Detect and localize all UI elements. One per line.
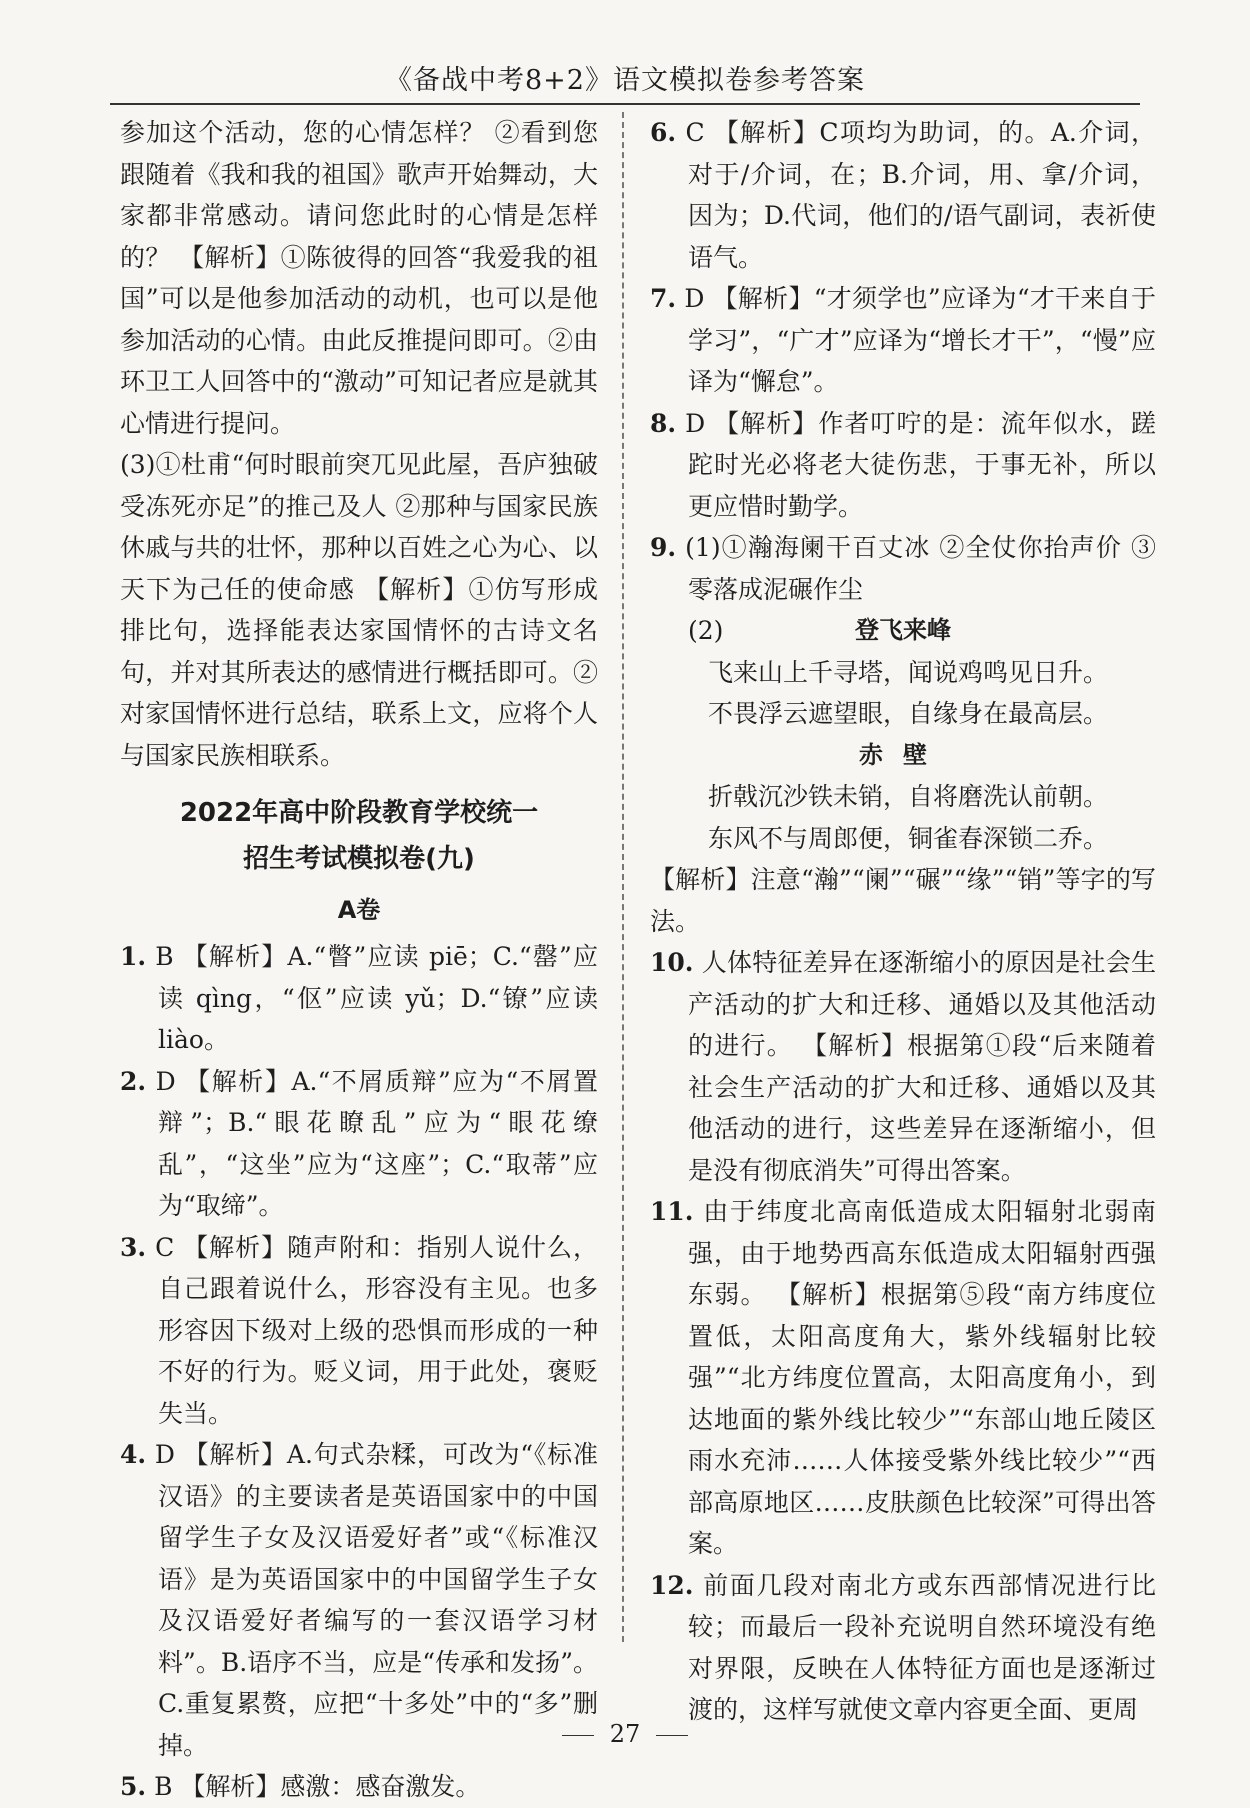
answer-item <box>650 527 1156 610</box>
item-text: B 【解析】感激：感奋激发。 <box>154 1772 481 1801</box>
item-text: 前面几段对南北方或东西部情况进行比较；而最后一段补充说明自然环境没有绝对界限，反映在人体特征方面也是逐渐过渡的，这样写就使文章内容更全面、更周 <box>688 1570 1156 1724</box>
right-column <box>650 112 1156 1731</box>
poem2-line: 东风不与周郎便，铜雀春深锁二乔。 <box>708 823 1109 853</box>
poem1-title: 登飞来峰 <box>855 616 951 644</box>
intro-paragraph: 参加这个活动，您的心情怎样？ ②看到您跟随着《我和我的祖国》歌声开始舞动，大家都非常感动。请问您此时的心情是怎样的？ 【解析】①陈彼得的回答“我爱我的祖国”可以是他参加活动的动机，也可以是他参加活动的心情。由此反推提问即可。②由环卫工人回答中的“激动”可知记者应是就其心情进行提问。 <box>120 118 598 438</box>
item-text: 人体特征差异在逐渐缩小的原因是社会生产活动的扩大和迁移、通婚以及其他活动的进行。 【解析】根据第①段“后来随着社会生产活动的扩大和迁移、通婚以及其他活动的进行，这些差异在逐渐缩小，但是没有彻底消失”可得出答案。 <box>688 948 1156 1185</box>
section-title-line2: 招生考试模拟卷(九) <box>243 844 475 874</box>
page-number: 27 <box>609 1720 641 1748</box>
left-column <box>120 112 598 1808</box>
item-text: D 【解析】A.“不屑质辩”应为“不屑置辩”；B.“眼花瞭乱”应为“眼花缭乱”，“这坐”应为“这座”；C.“取蒂”应为“取缔”。 <box>155 1066 598 1220</box>
item-text: C 【解析】C项均为助词，的。A.介词，对于/介词，在；B.介词，用、拿/介词，因为；D.代词，他们的/语气副词，表祈使语气。 <box>685 118 1156 272</box>
poem1-line: 飞来山上千寻塔，闻说鸡鸣见日升。 <box>708 657 1109 687</box>
poem-label: (2) <box>688 616 724 645</box>
item-number: 9. <box>650 533 677 562</box>
page-header <box>0 58 1250 97</box>
item-text: D 【解析】A.句式杂糅，可改为“《标准汉语》的主要读者是英语国家中的中国留学生子女及汉语爱好者”或“《标准汉语》是为英语国家中的中国留学生子女及汉语爱好者编写的一套汉语学习材料”。B.语序不当，应是“传承和发扬”。C.重复累赘，应把“十多处”中的“多”删掉。 <box>154 1440 598 1760</box>
poem1-line: 不畏浮云遮望眼，自缘身在最高层。 <box>708 699 1109 728</box>
item-number: 12. <box>650 1570 694 1600</box>
item-number: 4. <box>120 1440 147 1469</box>
item-text: (1)①瀚海阑干百丈冰 ②全仗你抬声价 ③零落成泥碾作尘 <box>685 533 1157 604</box>
intro-paragraph: (3)①杜甫“何时眼前突兀见此屋，吾庐独破受冻死亦足”的推己及人 ②那种与国家民族休戚与共的壮怀，那种以百姓之心为心、以天下为己任的使命感 【解析】①仿写形成排比句，选择能表达家国情怀的古诗文名句，并对其所表达的感情进行概括即可。②对家国情怀进行总结，联系上文，应将个人与国家民族相联系。 <box>120 450 598 770</box>
answer-item <box>650 1191 1156 1565</box>
answer-item <box>650 112 1156 278</box>
answer-item <box>120 1434 598 1766</box>
item-number: 8. <box>650 408 677 438</box>
answer-item <box>120 936 598 1061</box>
item-text: B 【解析】A.“瞥”应读 piē；C.“罄”应读 qìng，“伛”应读 yǔ；D.“镣”应读 liào。 <box>155 942 598 1054</box>
item-number: 10. <box>650 948 694 977</box>
footer-dash-left <box>562 1735 594 1736</box>
poem2-line: 折戟沉沙铁未销，自将磨洗认前朝。 <box>708 782 1109 811</box>
column-divider <box>622 112 624 1642</box>
section-title-line1: 2022年高中阶段教育学校统一 <box>179 798 539 828</box>
answer-item <box>650 403 1156 528</box>
section-subtitle: A卷 <box>337 896 381 924</box>
answer-item <box>120 1061 598 1227</box>
header-rule <box>110 103 1140 105</box>
poem-block-header <box>650 610 1156 652</box>
item-number: 11. <box>650 1197 694 1226</box>
header-title: 《备战中考8+2》语文模拟卷参考答案 <box>385 65 865 96</box>
answer-item <box>650 278 1156 403</box>
item-number: 5. <box>120 1772 147 1801</box>
item-number: 3. <box>120 1232 147 1262</box>
poem-note: 【解析】注意“瀚”“阑”“碾”“缘”“销”等字的写法。 <box>650 865 1156 936</box>
answer-item <box>120 1766 598 1808</box>
item-number: 1. <box>120 942 147 971</box>
section-title <box>120 790 598 882</box>
poem2-title: 赤壁 <box>859 740 947 769</box>
answer-item <box>650 1565 1156 1731</box>
answer-item <box>120 1227 598 1435</box>
item-text: D 【解析】“才须学也”应译为“才干来自于学习”，“广才”应译为“增长才干”，“慢”应译为“懈怠”。 <box>684 284 1156 396</box>
item-text: D 【解析】作者叮咛的是：流年似水，蹉跎时光必将老大徒伤悲，于事无补，所以更应惜时勤学。 <box>685 408 1156 521</box>
page-footer <box>0 1720 1250 1748</box>
item-number: 7. <box>650 284 677 313</box>
item-number: 2. <box>120 1066 147 1096</box>
answer-item <box>650 942 1156 1191</box>
item-text: 由于纬度北高南低造成太阳辐射北弱南强，由于地势西高东低造成太阳辐射西强东弱。 【解析】根据第⑤段“南方纬度位置低，太阳高度角大，紫外线辐射比较强”“北方纬度位置高，太阳高度角小，到达地面的紫外线比较少”“东部山地丘陵区雨水充沛……人体接受紫外线比较少”“西部高原地区……皮肤颜色比较深”可得出答案。 <box>688 1197 1156 1558</box>
item-text: C 【解析】随声附和：指别人说什么，自己跟着说什么，形容没有主见。也多形容因下级对上级的恐惧而形成的一种不好的行为。贬义词，用于此处，褒贬失当。 <box>155 1232 599 1428</box>
item-number: 6. <box>650 118 677 147</box>
footer-dash-right <box>656 1735 688 1736</box>
